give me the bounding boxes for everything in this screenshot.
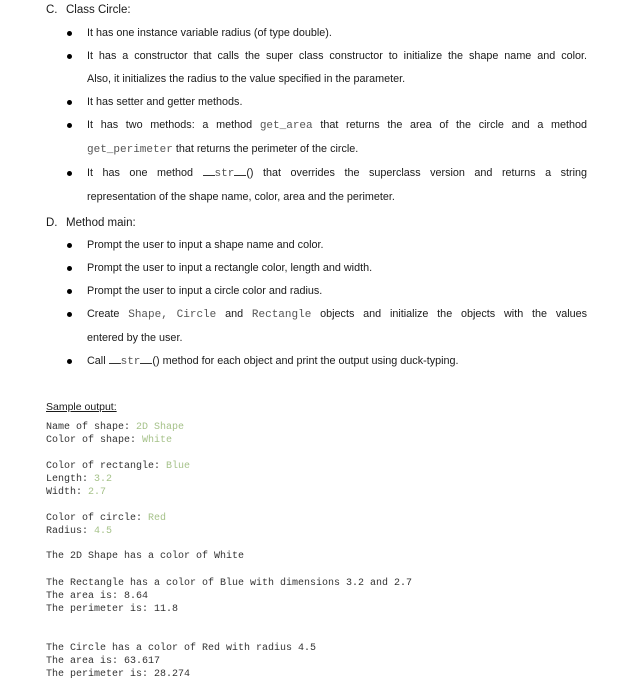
section-c-heading	[46, 4, 131, 16]
bullet-icon	[67, 243, 72, 248]
section-c-list	[67, 22, 587, 209]
list-item: It has one instance variable radius (of type double).	[67, 22, 587, 45]
sample-block-shape: Name of shape: 2D Shape Color of shape: White	[46, 422, 185, 446]
sample-block-circle-output: The Circle has a color of Red with radius 4.5 The area is: 63.617 The perimeter is: 28.274	[46, 643, 317, 680]
section-d-list	[67, 234, 587, 374]
sample-output-title: Sample output:	[46, 401, 117, 413]
sample-block-rect-output: The Rectangle has a color of Blue with dimensions 3.2 and 2.7 The area is: 8.64 The perimeter is: 11.8	[46, 578, 413, 615]
list-item: Prompt the user to input a circle color and radius.	[67, 280, 587, 303]
list-item: Prompt the user to input a shape name and color.	[67, 234, 587, 257]
section-c-letter: C.	[46, 4, 58, 16]
section-c-title: Class Circle:	[66, 4, 131, 16]
bullet-icon	[67, 54, 72, 59]
list-item: It has two methods: a method get_area that returns the area of the circle and a method get_perimeter that returns the perimeter of the circle.	[67, 114, 587, 162]
section-d-letter: D.	[46, 217, 58, 229]
list-item: It has setter and getter methods.	[67, 91, 587, 114]
list-item: Create Shape, Circle and Rectangle objects and initialize the objects with the values entered by the user.	[67, 303, 587, 350]
bullet-icon	[67, 289, 72, 294]
sample-block-rectangle: Color of rectangle: Blue Length: 3.2 Width: 2.7	[46, 461, 191, 498]
bullet-icon	[67, 312, 72, 317]
list-item: Prompt the user to input a rectangle color, length and width.	[67, 257, 587, 280]
bullet-icon	[67, 31, 72, 36]
bullet-icon	[67, 123, 72, 128]
bullet-icon	[67, 266, 72, 271]
section-d-heading	[46, 217, 136, 229]
section-d-title: Method main:	[66, 217, 136, 229]
list-item: It has a constructor that calls the super class constructor to initialize the shape name and color. Also, it initializes the radius to the value specified in the parameter.	[67, 45, 587, 91]
sample-block-circle: Color of circle: Red Radius: 4.5	[46, 513, 167, 537]
sample-shape-line: The 2D Shape has a color of White	[46, 551, 245, 562]
bullet-icon	[67, 100, 72, 105]
bullet-icon	[67, 359, 72, 364]
list-item: Call str () method for each object and print the output using duck-typing.	[67, 350, 587, 374]
bullet-icon	[67, 171, 72, 176]
list-item: It has one method str () that overrides the superclass version and returns a string representation of the shape name, color, area and the perimeter.	[67, 162, 587, 209]
